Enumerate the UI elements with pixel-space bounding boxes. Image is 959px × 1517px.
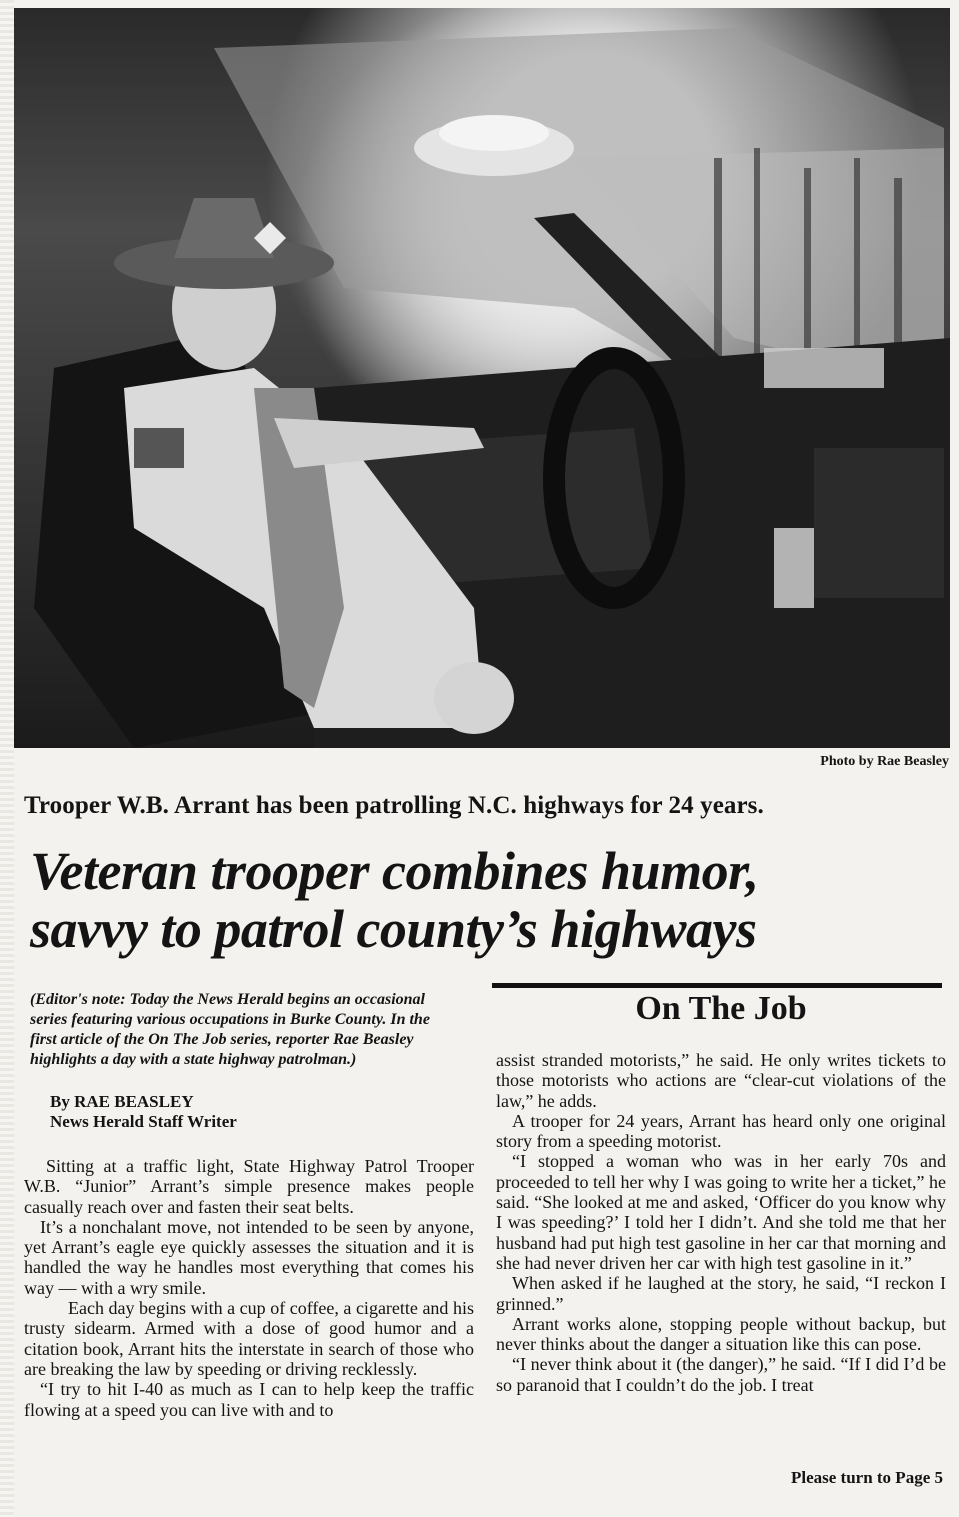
- paragraph: A trooper for 24 years, Arrant has heard only one original story from a speeding motorist.: [496, 1110, 946, 1152]
- continuation-note: Please turn to Page 5: [790, 1468, 943, 1487]
- paragraph: “I never think about it (the danger),” he said. “If I did I’d be so paranoid that I couldn’t do the job. I treat: [496, 1354, 946, 1395]
- page-edge: [0, 0, 14, 1517]
- trooper-photo: [14, 8, 950, 748]
- paragraph: “I stopped a woman who was in her early 70s and proceeded to tell her why I was going to write her a ticket,” he said. “She looked at me and asked, ‘Officer do you know why I was speeding?’ I told her I didn’t. And she told me that her husband had put high test gasoline in her car that morning and she had never driven her car with high test gasoline in it.”: [496, 1151, 946, 1273]
- paragraph: Sitting at a traffic light, State Highway Patrol Trooper W.B. “Junior” Arrant’s simple presence makes people casually reach over and fasten their seat belts.: [24, 1156, 474, 1217]
- section-rule: [492, 983, 942, 988]
- byline-title: News Herald Staff Writer: [50, 1112, 237, 1131]
- paragraph: Arrant works alone, stopping people without backup, but never thinks about the danger a situation like this can pose.: [496, 1313, 946, 1355]
- photo-caption: Trooper W.B. Arrant has been patrolling N.C. highways for 24 years.: [24, 792, 764, 819]
- paragraph: “I try to hit I-40 as much as I can to help keep the traffic flowing at a speed you can live with and to: [24, 1379, 474, 1420]
- paragraph: assist stranded motorists,” he said. He only writes tickets to those motorists who actions are “clear-cut violations of the law,” he adds.: [496, 1050, 946, 1111]
- byline: [24, 1092, 474, 1132]
- article-column-right: [496, 1050, 946, 1395]
- article-column-left: [24, 990, 474, 1420]
- editors-note: (Editor's note: Today the News Herald begins an occasional series featuring various occupations in Burke County. In the first article of the On The Job series, reporter Rae Beasley highlights a day with a state highway patrolman.): [30, 991, 430, 1068]
- headline-line-1: Veteran trooper combines humor,: [30, 841, 759, 901]
- section-label: On The Job: [635, 990, 807, 1027]
- headline-line-2: savvy to patrol county’s highways: [30, 899, 757, 959]
- photo-credit: Photo by Rae Beasley: [820, 754, 949, 769]
- paragraph: When asked if he laughed at the story, he said, “I reckon I grinned.”: [496, 1273, 946, 1314]
- paragraph: Each day begins with a cup of coffee, a cigarette and his trusty sidearm. Armed with a dose of good humor and a citation book, Arrant hits the interstate in search of those who are breaking the law by speeding or driving recklessly.: [24, 1298, 474, 1379]
- byline-name: By RAE BEASLEY: [50, 1092, 194, 1111]
- photo-illustration: [14, 8, 950, 748]
- headline: [30, 842, 930, 958]
- paragraph: It’s a nonchalant move, not intended to be seen by anyone, yet Arrant’s eagle eye quickly assesses the situation and it is handled the way he handles most everything that comes his way — with a wry smile.: [24, 1216, 474, 1298]
